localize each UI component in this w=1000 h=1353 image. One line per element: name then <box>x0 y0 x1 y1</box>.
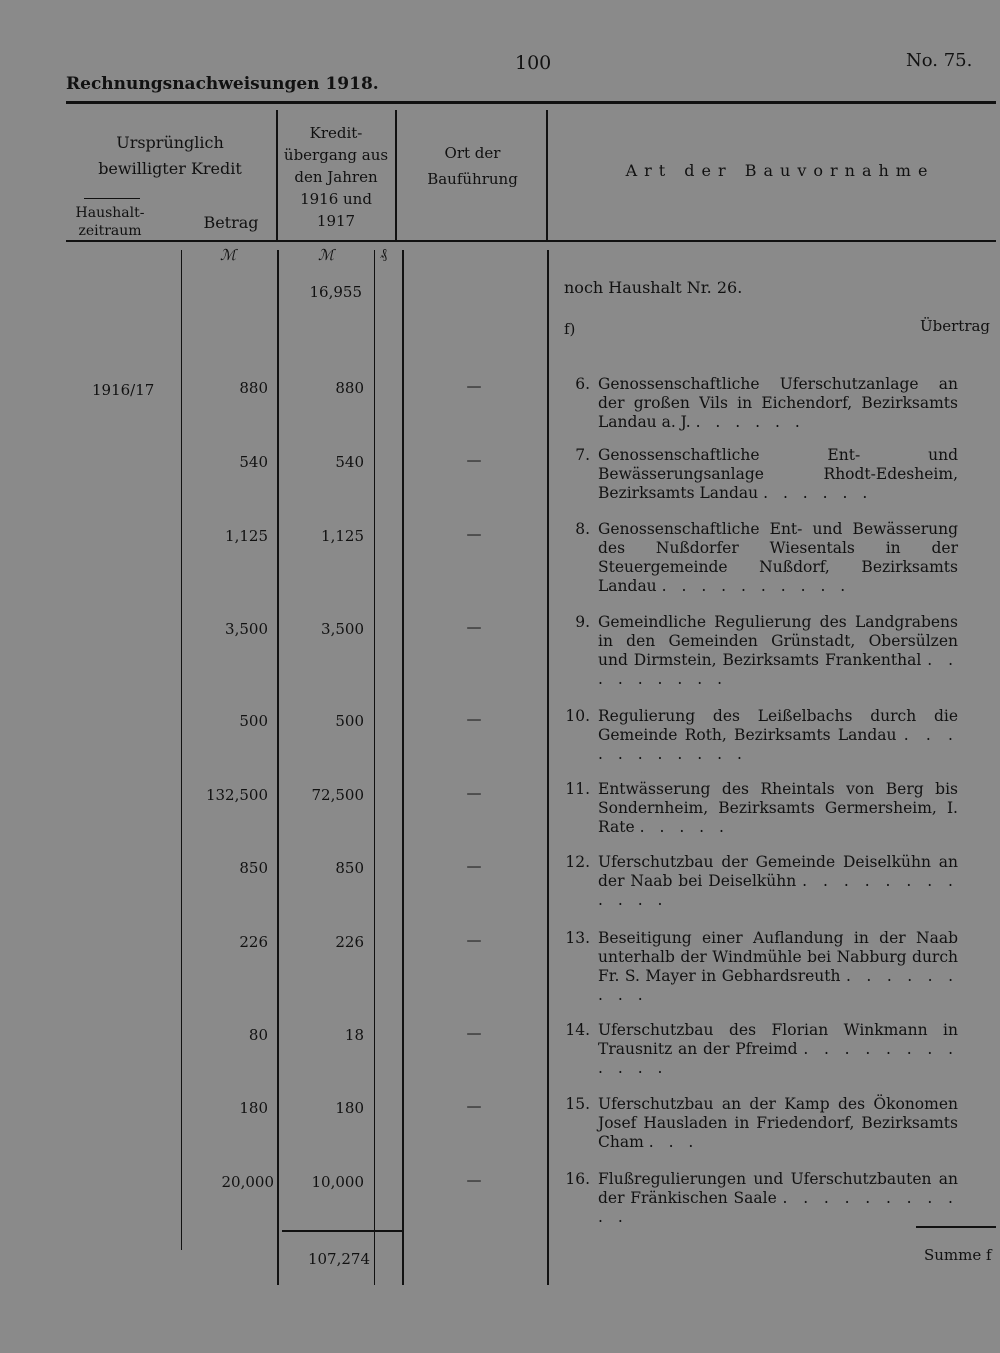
header-amount: Betrag <box>203 213 259 232</box>
row-transfer: 180 <box>335 1099 364 1117</box>
col-divider-pf <box>374 250 375 1285</box>
col-divider-period <box>181 250 182 1250</box>
row-number: 12. <box>565 853 590 871</box>
row-text: Genossenschaftliche Ent- und Bewässerungsanlage Rhodt-Edesheim, Bezirksamts Landau . . . . . . <box>598 446 958 502</box>
row-transfer: 18 <box>344 1026 364 1044</box>
row-text: Entwässerung des Rheintals von Berg bis Sondernheim, Bezirksamts Germersheim, I. Rate . . . . . <box>598 780 958 836</box>
row-place: — <box>466 377 482 395</box>
row-place: — <box>466 1024 482 1042</box>
row-number: 6. <box>575 375 590 393</box>
row-number: 9. <box>575 613 590 631</box>
header-place: Ort der Bauführung <box>427 144 518 188</box>
header-credit-transfer: Kredit-übergang aus den Jahren 1916 und 1917 <box>283 124 389 230</box>
header-kind: Art der Bauvornahme <box>625 161 935 180</box>
document-title: Rechnungsnachweisungen 1918. <box>66 74 379 94</box>
header-orig-credit: Ursprünglich bewilligter Kredit <box>98 133 242 178</box>
row-place: — <box>466 451 482 469</box>
row-transfer: 226 <box>335 933 364 951</box>
row-text: Genossenschaftliche Ent- und Bewässerung des Nußdorfer Wiesentals in der Steuergemeinde Nußdorf, Bezirksamts Landau . . . . . . . . . . <box>598 520 958 595</box>
row-amount: 132,500 <box>205 786 268 804</box>
row-place: — <box>466 784 482 802</box>
row-number: 8. <box>575 520 590 538</box>
row-transfer: 3,500 <box>321 620 364 638</box>
col-divider-place <box>547 250 549 1285</box>
row-number: 15. <box>565 1095 590 1113</box>
row-place: — <box>466 525 482 543</box>
row-number: 7. <box>575 446 590 464</box>
unit-pf: ₰ <box>380 246 387 262</box>
carry-uebertrag: Übertrag <box>920 317 991 335</box>
total-value: 107,274 <box>307 1250 370 1268</box>
carry-label: noch Haushalt Nr. 26. <box>564 278 743 297</box>
table-top-rule <box>66 101 996 104</box>
row-place: — <box>466 1097 482 1115</box>
row-number: 16. <box>565 1170 590 1188</box>
row-amount: 880 <box>239 379 268 397</box>
row-transfer: 880 <box>335 379 364 397</box>
row-amount: 180 <box>239 1099 268 1117</box>
row-text: Uferschutzbau der Gemeinde Deiselkühn an der Naab bei Deiselkühn . . . . . . . . . . . . <box>598 853 958 909</box>
period-value: 1916/17 <box>92 381 155 399</box>
row-amount: 80 <box>248 1026 268 1044</box>
row-number: 14. <box>565 1021 590 1039</box>
row-text: Genossenschaftliche Uferschutzanlage an der großen Vils in Eichendorf, Bezirksamts Landau a. J. . . . . . . <box>598 375 958 431</box>
total-label: Summe f <box>924 1246 992 1264</box>
row-place: — <box>466 931 482 949</box>
row-text: Regulierung des Leißelbachs durch die Gemeinde Roth, Bezirksamts Landau . . . . . . . . . . . <box>598 707 958 763</box>
total-rule <box>282 1230 402 1232</box>
unit-mark-amount: ℳ <box>220 246 237 264</box>
header-bottom-rule <box>66 240 996 242</box>
row-amount: 540 <box>239 453 268 471</box>
row-transfer: 10,000 <box>311 1173 364 1191</box>
row-text: Flußregulierungen und Uferschutzbauten an der Fränkischen Saale . . . . . . . . . . . <box>598 1170 958 1226</box>
row-number: 10. <box>565 707 590 725</box>
col-divider-amount <box>277 250 279 1285</box>
row-transfer: 540 <box>335 453 364 471</box>
total-rule-right <box>916 1226 996 1228</box>
row-amount: 1,125 <box>225 527 268 545</box>
carry-value: 16,955 <box>309 283 362 301</box>
header-period: Haushalt-zeitraum <box>75 205 145 239</box>
document-number: No. 75. <box>906 50 973 71</box>
page-number: 100 <box>515 52 552 74</box>
period-sub-rule <box>84 198 140 199</box>
row-place: — <box>466 710 482 728</box>
col-divider-3 <box>546 110 548 242</box>
row-text: Uferschutzbau an der Kamp des Ökonomen Josef Hausladen in Friedendorf, Bezirksamts Cham . . . <box>598 1095 958 1151</box>
row-amount: 226 <box>239 933 268 951</box>
row-text: Uferschutzbau des Florian Winkmann in Trausnitz an der Pfreimd . . . . . . . . . . . . <box>598 1021 958 1077</box>
row-place: — <box>466 857 482 875</box>
row-transfer: 500 <box>335 712 364 730</box>
row-transfer: 850 <box>335 859 364 877</box>
row-place: — <box>466 618 482 636</box>
row-place: — <box>466 1171 482 1189</box>
row-amount: 3,500 <box>225 620 268 638</box>
row-transfer: 72,500 <box>311 786 364 804</box>
carry-sub: f) <box>564 320 576 338</box>
row-transfer: 1,125 <box>321 527 364 545</box>
row-amount: 500 <box>239 712 268 730</box>
row-amount: 850 <box>239 859 268 877</box>
row-amount: 20,000 <box>221 1173 274 1191</box>
col-divider-1 <box>276 110 278 242</box>
row-text: Gemeindliche Regulierung des Landgrabens in den Gemeinden Grünstadt, Obersülzen und Dirmstein, Bezirksamts Frankenthal . . . . . . . . . <box>598 613 959 688</box>
row-number: 11. <box>565 780 590 798</box>
row-text: Beseitigung einer Auflandung in der Naab unterhalb der Windmühle bei Nabburg durch Fr. S. Mayer in Gebhardsreuth . . . . . . . . . <box>598 929 959 1004</box>
col-divider-2 <box>395 110 397 242</box>
unit-mark-transfer: ℳ <box>318 246 335 264</box>
col-divider-transfer <box>402 250 404 1285</box>
row-number: 13. <box>565 929 590 947</box>
